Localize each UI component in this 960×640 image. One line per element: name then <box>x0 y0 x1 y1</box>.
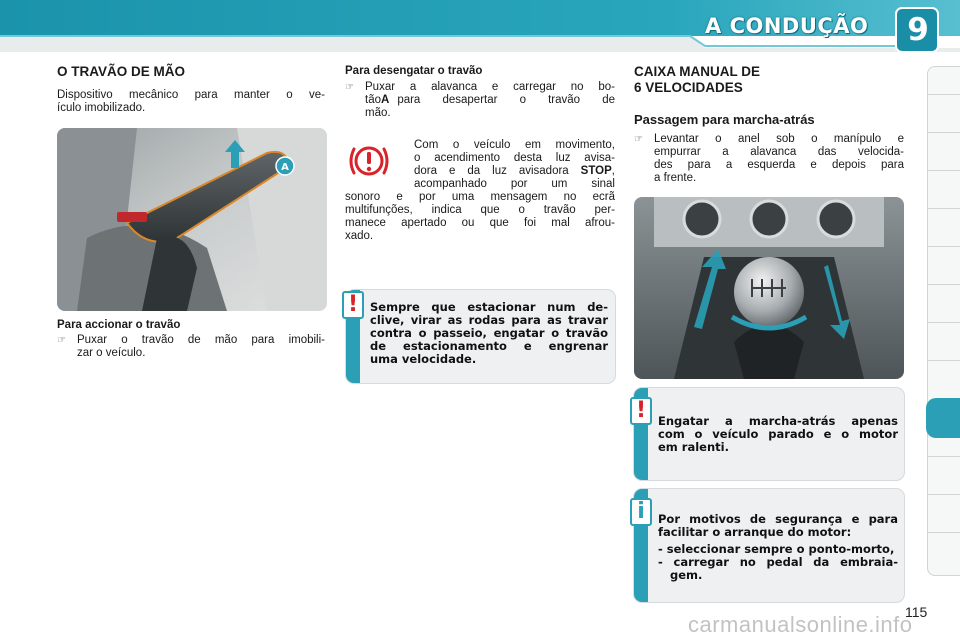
pointing-finger-icon: ☞ <box>634 134 643 145</box>
chapter-tab-rail <box>927 66 960 576</box>
gearbox-photo <box>634 197 904 379</box>
stop-warning-text: sonoro e por uma mensagem no ecrã multifunções, indica que o travão per- manece apertado ou que foi mal afrou- xado. <box>345 191 615 242</box>
warning-icon: ! <box>342 291 364 319</box>
tab-divider <box>927 360 960 361</box>
release-heading: Para desengatar o travão <box>345 65 483 77</box>
tab-divider <box>927 456 960 457</box>
apply-heading: Para accionar o travão <box>57 319 181 331</box>
page-header <box>0 0 960 52</box>
chapter-tab-active[interactable] <box>926 398 960 438</box>
apply-bullet: ☞ Puxar o travão de mão para imobili- zar o veículo. <box>57 334 325 359</box>
page-number: 115 <box>905 604 928 620</box>
tab-divider <box>927 94 960 95</box>
pointing-finger-icon: ☞ <box>57 335 66 346</box>
tab-divider <box>927 246 960 247</box>
safety-info-text: Por motivos de segurança e para facilitar o arranque do motor: - seleccionar sempre o ponto-morto, - carregar no pedal da embraia- gem. <box>658 512 898 582</box>
warning-icon: ! <box>630 397 652 425</box>
stop-warning-text-indent: Com o veículo em movimento, o acendimento desta luz avisa- dora e da luz avisadora STOP, acompanhado por um sinal <box>414 139 615 190</box>
release-bullet: ☞ Puxar a alavanca e carregar no bo- tão A para desapertar o travão de mão. <box>345 81 615 119</box>
list-item: - seleccionar sempre o ponto-morto, <box>658 542 895 556</box>
tab-divider <box>927 532 960 533</box>
section-title-gearbox: CAIXA MANUAL DE 6 VELOCIDADES <box>634 64 761 95</box>
chapter-number: 9 <box>907 12 929 48</box>
section-title-handbrake: O TRAVÃO DE MÃO <box>57 64 185 79</box>
reverse-heading: Passagem para marcha-atrás <box>634 112 815 127</box>
handbrake-photo <box>57 128 327 311</box>
parking-warning-text: Sempre que estacionar num de- clive, virar as rodas para as travar contra o passeio, engatar o travão de estacionamento e engrenar uma velocidade. <box>370 300 608 366</box>
handbrake-intro: Dispositivo mecânico para manter o ve- ículo imobilizado. <box>57 89 325 114</box>
chapter-title: A CONDUÇÃO <box>705 14 869 38</box>
tab-divider <box>927 208 960 209</box>
reverse-warning-text: Engatar a marcha-atrás apenas com o veículo parado e o motor em ralenti. <box>658 414 898 454</box>
tab-divider <box>927 284 960 285</box>
tab-divider <box>927 170 960 171</box>
brake-warning-icon <box>347 142 391 180</box>
photo-callout-a: A <box>281 162 289 173</box>
tab-divider <box>927 322 960 323</box>
watermark: carmanualsonline.info <box>688 612 913 637</box>
list-item: - carregar no pedal da embraia- <box>658 555 898 569</box>
tab-divider <box>927 494 960 495</box>
tab-divider <box>927 132 960 133</box>
info-icon: i <box>630 498 652 526</box>
reverse-bullet: ☞ Levantar o anel sob o manípulo e empurrar a alavanca das velocida- des para a esquerda e depois para a frente. <box>634 133 904 184</box>
pointing-finger-icon: ☞ <box>345 82 354 93</box>
